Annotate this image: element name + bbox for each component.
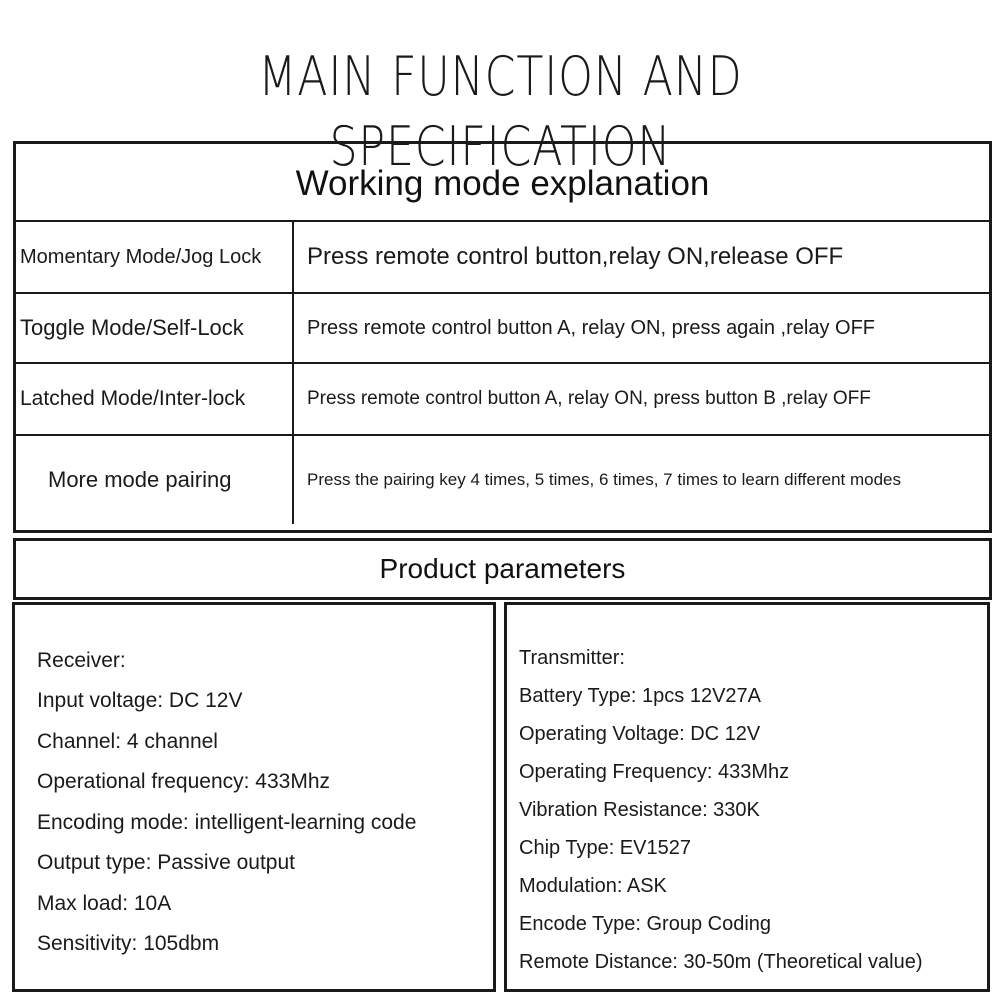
transmitter-spec: Battery Type: 1pcs 12V27A xyxy=(519,685,762,707)
receiver-spec: Operational frequency: 433Mhz xyxy=(37,770,331,793)
receiver-spec: Input voltage: DC 12V xyxy=(37,689,243,712)
mode-row-latched xyxy=(16,364,989,436)
working-mode-heading: Working mode explanation xyxy=(16,144,989,222)
mode-name: Latched Mode/Inter-lock xyxy=(16,364,294,434)
receiver-panel xyxy=(12,602,496,992)
mode-row-momentary xyxy=(16,222,989,294)
receiver-spec: Max load: 10A xyxy=(37,892,172,915)
mode-description: Press the pairing key 4 times, 5 times, 6 times, 7 times to learn different modes xyxy=(307,470,901,489)
receiver-label: Receiver: xyxy=(37,649,126,672)
mode-description: Press remote control button A, relay ON, press again ,relay OFF xyxy=(307,316,876,339)
working-mode-table xyxy=(13,141,992,533)
transmitter-spec: Vibration Resistance: 330K xyxy=(519,799,760,821)
mode-name: More mode pairing xyxy=(16,436,294,524)
receiver-spec: Output type: Passive output xyxy=(37,851,295,874)
receiver-spec: Channel: 4 channel xyxy=(37,730,218,753)
mode-description: Press remote control button,relay ON,release OFF xyxy=(307,243,844,270)
transmitter-label: Transmitter: xyxy=(519,647,625,669)
receiver-spec: Sensitivity: 105dbm xyxy=(37,932,220,955)
receiver-spec: Encoding mode: intelligent-learning code xyxy=(37,811,417,834)
mode-description: Press remote control button A, relay ON, press button B ,relay OFF xyxy=(307,388,871,409)
transmitter-panel xyxy=(504,602,990,992)
transmitter-spec: Operating Frequency: 433Mhz xyxy=(519,761,790,783)
transmitter-spec: Remote Distance: 30-50m (Theoretical value) xyxy=(519,951,923,973)
mode-name: Toggle Mode/Self-Lock xyxy=(16,294,294,362)
product-parameters-heading: Product parameters xyxy=(13,538,992,600)
mode-row-pairing xyxy=(16,436,989,524)
transmitter-spec: Modulation: ASK xyxy=(519,875,667,897)
transmitter-spec: Chip Type: EV1527 xyxy=(519,837,691,859)
mode-row-toggle xyxy=(16,294,989,364)
page-title: MAIN FUNCTION AND SPECIFICATION xyxy=(258,45,743,178)
transmitter-spec: Operating Voltage: DC 12V xyxy=(519,723,761,745)
mode-name: Momentary Mode/Jog Lock xyxy=(16,222,294,292)
transmitter-spec: Encode Type: Group Coding xyxy=(519,913,772,935)
